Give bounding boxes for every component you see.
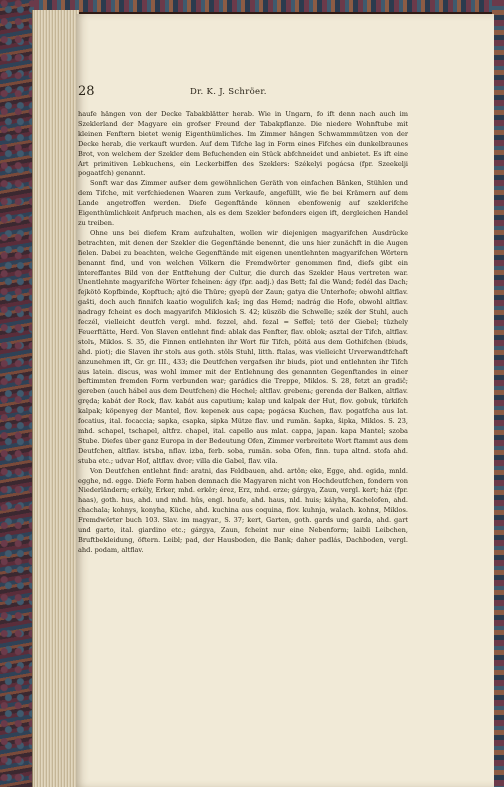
paragraph: Ohne uns bei diefem Kram aufzuhalten, wollen wir diejenigen magyarifchen Ausdrücke betrachten, mit denen der Szekler die Gegenftände benennt, die uns hier zunächft in die Augen fielen. Dabei zu beachten, welche Gegenftände mit eigenen unentlehnten magyarifchen Wörtern benannt find, und von welchen Völkern die Fremdwörter genommen find, diefs gibt ein intereffantes Bild von der Entftehung der Cultur, die durch das Szekler Haus vertreten war. Unentlehnte magyarifche Wörter fcheinen: ágy (fpr. aadj.) das Bett; fal die Wand; fedél das Dach; fejkötö Kopfbinde, Kopftuch; ajtó die Thüre; gyepü der Zaun; gatya die Unterhofe; obwohl altflav. gašti, doch auch finnifch kaatio wogulifch kaš; ing das Hemd; nadrág die Hofe, obwohl altflav. nadragy fcheint es doch magyarifch Miklosich S. 42; küszöb die Schwelle; szék der Stuhl, auch feczél, vielleicht deutfch vergl. mhd. fezzel, ahd. fezal = Seffel; tetö der Giebel; tüzhely Feuerftätte, Herd. Von Slaven entlehnt find: ablak das Fenfter, flav. oblok; asztal der Tifch, altflav. stolъ, Miklos. S. 35, die Finnen entlehnten ihr Wort für Tifch, pöitä aus dem Gothifchen (biuds, ahd. piot); die Slaven ihr stolъ aus goth. stôls Stuhl, litth. ftalas, was vielleicht Urverwandtfchaft anzunehmen ift, Gr. gr. III., 433; die Deutfchen vergafsen ihr biuds, piot und entlehnten ihr Tifch aus latein. discus, was wohl immer mit der Entlehnung des genannten Gegenftandes in einer beftimmten fremden Form verbunden war; garádics die Treppe, Miklos. S. 28, fetzt an gradič; gereben (auch hábel aus dem Deutfchen) die Hechel; altflav. grebenь; gerenda der Balken, altflav. gręda; kabát der Rock, flav. kabát aus caputium; kalap und kalpak der Hut, flov. gobuk, türkifch kalpak; köpenyeg der Mantel, flov. kepenek aus capa; pogácsa Kuchen, flav. pogatfcha aus lat. focatius, ital. focaccia; sapka, csapka, sipka Mütze flav. und rumän. šapka, šipka, Miklos. S. 23, mhd. schapel, tschapel, altfrz. chapel, ital. capello aus mlat. cappa, japan. kapa Mantel; szoba Stube. Diefes über ganz Europa in der Bedeutung Ofen, Zimmer verbreitete Wort ftammt aus dem Deutfchen, altflav. istъba, nflav. izba, ferb. soba, rumän. soba Ofen, finn. tupa altnd. stofa ahd. stuba etc.; udvar Hof, altflav. dvor; villa die Gabel, flav. vila. [78,228,408,465]
page-number: 28 [78,84,95,99]
paragraph: Sonft war das Zimmer aufser dem gewöhnlichen Geräth von einfachen Bänken, Stühlen und dem Tifche, mit verfchiedenen Waaren zum Verkaufe, angefüllt, wie fie bei Krämern auf dem Lande angetroffen werden. Diefe Gegenftände können ebenfowenig auf szeklerifche Eigenthümlichkeit Anfpruch machen, als es dem Szekler befonders eigen ift, dergleichen Handel zu treiben. [78,179,408,227]
page-header [78,84,408,100]
page-stack-edges [32,10,79,787]
paragraph: haufe hängen von der Decke Tabakblätter herab. Wie in Ungarn, fo ift denn nach auch im Szeklerland der Magyare ein grofser Freund der Tabakpflanze. Die niedere Wohnftube mit kleinen Fenftern bietet wenig Eigenthümliches. Im Zimmer hängen Schwammmützen von der Decke herab, die verkauft wurden. Auf dem Tifche lag in Form eines Fifches ein dunkelbraunes Brot, von welchem der Szekler dem Befuchenden ein Stück abfchneidet und anbietet. Es ift eine Art primitiven Lebkuchens, ein Leckerbiffen des Szeklers: Székelyi pogácsa (fpr. Szeekelji pogaatfch) genannt. [78,110,408,178]
paragraph: Von Deutfchen entlehnt find: aratni, das Feldbauen, ahd. artôn; eke, Egge, ahd. egida, mnld. egghe, nd. egge. Diefe Form haben demnach die Magyaren nicht von Hochdeutfchen, fondern von Niederländern; erkély, Erker, mhd. erkêr; érez, Erz, mhd. erze; gárgya, Zaun, vergl. kert; ház (fpr. haas), goth. hus, ahd. und mhd. hûs, engl. houfe, ahd. haus, nld. huis; kályha, Kachelofen, ahd. chachala; kohnys, konyha, Küche, ahd. kuchina aus coquina, flov. kuhnja, walach. kohnя, Miklos. Fremdwörter buch 103. Slav. im magyar., S. 37; kert, Garten, goth. gards und garda, ahd. gart und garto, ital. giardino etc.; gárgya, Zaun, fcheint nur eine Nebenform; laibli Leibchen, Bruftbekleidung, öftern. Leibl; pad, der Hausboden, die Bank; daher padlás, Dachboden, vergl. ahd. podam, altflav. [78,466,408,554]
running-head: Dr. K. J. Schröer. [190,87,267,97]
marbled-top-edge [34,0,504,12]
body-text [78,110,408,556]
marbled-cover [0,0,34,787]
